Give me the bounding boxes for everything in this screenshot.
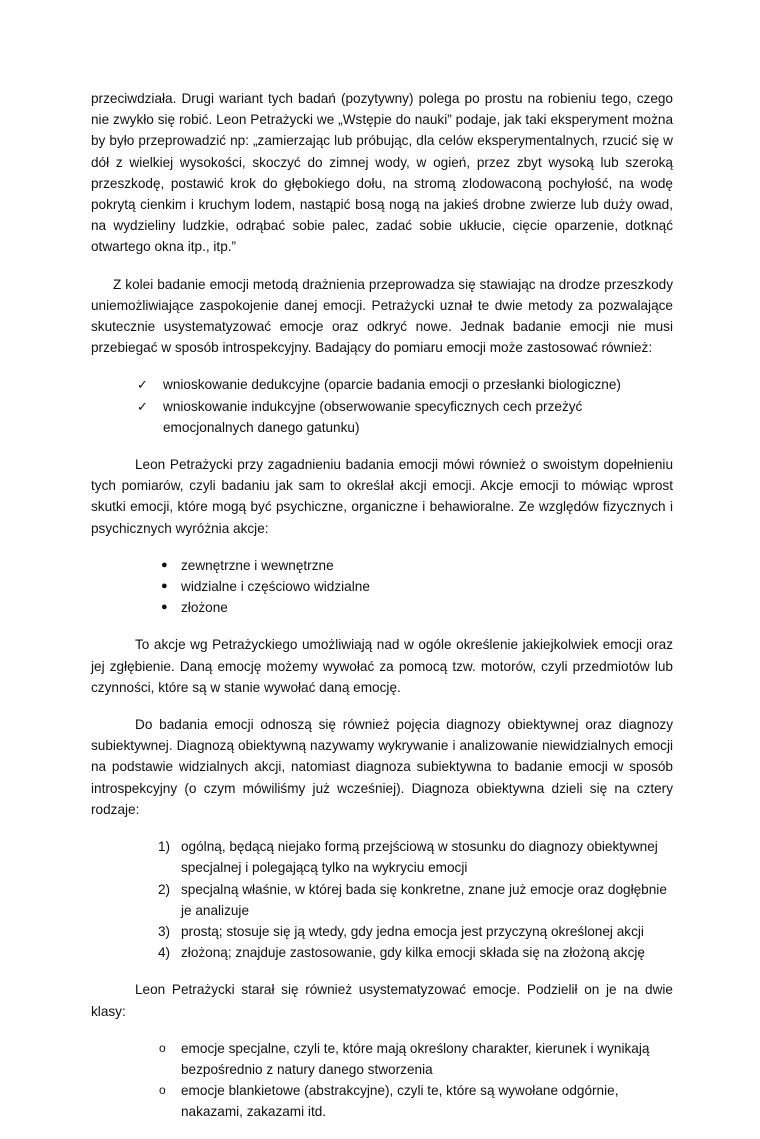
bullet-icon: ● xyxy=(161,558,168,571)
checklist-inference xyxy=(91,374,673,438)
list-item-text: prostą; stosuje się ją wtedy, gdy jedna emocja jest przyczyną określonej akcji xyxy=(181,923,644,939)
list-item xyxy=(91,942,673,963)
document-body xyxy=(91,88,673,1139)
checkmark-icon: ✓ xyxy=(137,398,148,414)
list-item-text: złożone xyxy=(181,600,228,616)
paragraph-experiment: przeciwdziała. Drugi wariant tych badań (pozytywny) polega po prostu na robieniu tego, czego nie zwykło się robić. Leon Petrażycki we „Wstępie do nauki” podaje, jak taki eksperyment można by było przeprowadzić np: „zamierzając lub próbując, dla celów eksperymentalnych, rzucić się w dół z wielkiej wysokości, skoczyć do zimnej wody, w ogień, przez zbyt wysoką lub szeroką przeszkodę, postawić krok do głębokiego dołu, na stromą zlodowaconą pochyłość, na wodę pokrytą cienkim i kruchym lodem, nastąpić bosą nogą na jakieś drobne zwierze lub duży owad, na wydzieliny ludzkie, odrąbać sobie palec, zadać sobie ukłucie, cięcie oparzenie, dotknąć otwartego okna itp., itp.” xyxy=(91,91,673,255)
list-number: 1) xyxy=(158,839,171,855)
list-item-text: ogólną, będącą niejako formą przejściową w stosunku do diagnozy obiektywnej specjalnej i polegającą tylko na wykryciu emocji xyxy=(181,839,658,876)
list-item xyxy=(91,555,673,576)
list-item-text: emocje blankietowe (abstrakcyjne), czyli te, które są wywołane odgórnie, nakazami, zakazami itd. xyxy=(181,1083,619,1120)
list-item-text: widzialne i częściowo widzialne xyxy=(181,579,370,595)
list-item xyxy=(91,921,673,942)
checkmark-icon: ✓ xyxy=(137,377,148,393)
circle-list-emotion-classes xyxy=(91,1038,673,1123)
circle-bullet-icon: o xyxy=(159,1083,166,1098)
list-number: 4) xyxy=(158,945,171,961)
bullet-icon: ● xyxy=(161,580,168,593)
bullet-list-actions xyxy=(91,555,673,619)
list-item xyxy=(91,1038,673,1080)
bullet-icon: ● xyxy=(161,601,168,614)
list-number: 2) xyxy=(158,881,171,897)
list-item-text: emocje specjalne, czyli te, które mają określony charakter, kierunek i wynikają bezpośrednio z natury danego stworzenia xyxy=(181,1040,650,1077)
paragraph-diagnosis: Do badania emocji odnoszą się również pojęcia diagnozy obiektywnej oraz diagnozy subiektywnej. Diagnozą obiektywną nazywamy wykrywanie i analizowanie niewidzialnych emocji na podstawie widzialnych akcji, natomiast diagnoza subiektywna to badanie emocji w sposób introspekcyjny (o czym mówiliśmy już wcześniej). Diagnoza obiektywna dzieli się na cztery rodzaje: xyxy=(91,717,673,817)
list-item xyxy=(91,1080,673,1122)
list-number: 3) xyxy=(158,923,171,939)
paragraph-irritation-method: Z kolei badanie emocji metodą drażnienia przeprowadza się stawiając na drodze przeszkody uniemożliwiające zaspokojenie danej emocji. Petrażycki uznał te dwie metody za pozwalające skutecznie usystematyzować emocje oraz odkryć nowe. Jednak badanie emocji nie musi przebiegać w sposób introspekcyjny. Badający do pomiaru emocji może zastosować również: xyxy=(91,276,673,356)
list-item-text: specjalną właśnie, w której bada się konkretne, znane już emocje oraz dogłębnie je analizuje xyxy=(181,881,667,918)
list-item xyxy=(91,576,673,597)
list-item-text: wnioskowanie indukcyjne (obserwowanie specyficznych cech przeżyć emocjonalnych danego gatunku) xyxy=(163,398,583,435)
paragraph-classification: Leon Petrażycki starał się również usystematyzować emocje. Podzielił on je na dwie klasy: xyxy=(91,982,673,1019)
paragraph-emotion-actions: Leon Petrażycki przy zagadnieniu badania emocji mówi również o swoistym dopełnieniu tych pomiarów, czyli badaniu jak sam to określał akcji emocji. Akcje emocji to mówiąc wprost skutki emocji, które mogą być psychiczne, organiczne i behawioralne. Ze względów fizycznych i psychicznych wyróżnia akcje: xyxy=(91,457,673,536)
list-item xyxy=(91,396,673,438)
list-item-text: wnioskowanie dedukcyjne (oparcie badania emocji o przesłanki biologiczne) xyxy=(163,377,621,393)
list-item xyxy=(91,374,673,395)
list-item xyxy=(91,836,673,878)
list-item-text: zewnętrzne i wewnętrzne xyxy=(181,557,334,573)
list-item-text: złożoną; znajduje zastosowanie, gdy kilka emocji składa się na złożoną akcję xyxy=(181,945,645,961)
numbered-list-diagnosis-types xyxy=(91,836,673,963)
paragraph-motors: To akcje wg Petrażyckiego umożliwiają nad w ogóle określenie jakiejkolwiek emocji oraz jej zgłębienie. Daną emocję możemy wywołać za pomocą tzw. motorów, czyli przedmiotów lub czynności, które są w stanie wywołać daną emocję. xyxy=(91,637,673,695)
list-item xyxy=(91,879,673,921)
list-item xyxy=(91,597,673,618)
circle-bullet-icon: o xyxy=(159,1040,166,1055)
